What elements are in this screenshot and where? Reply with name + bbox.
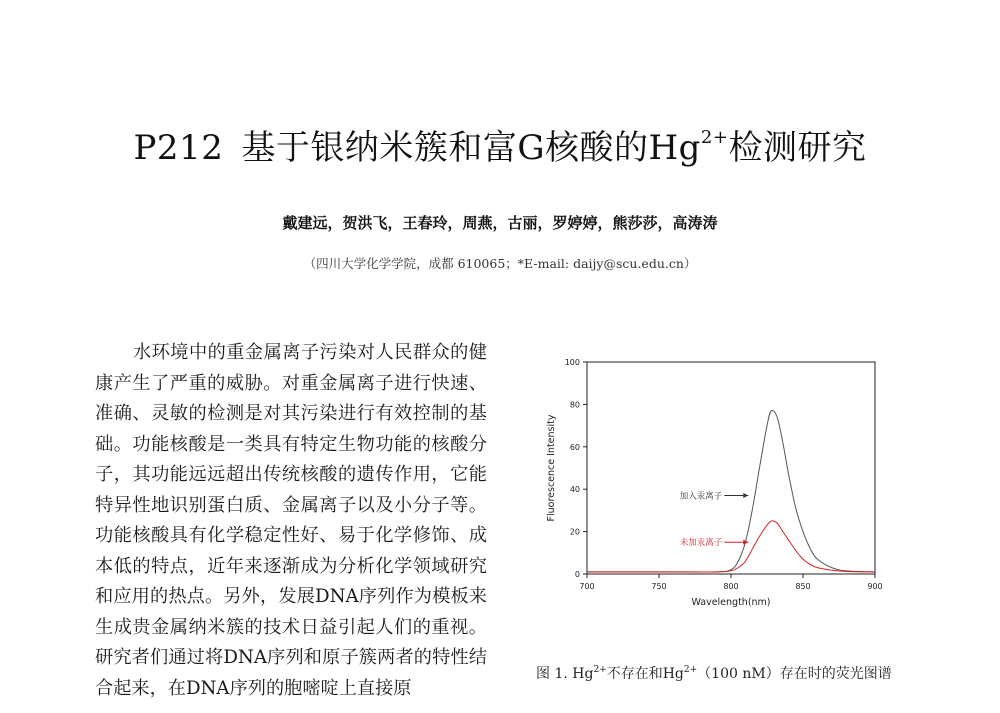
caption-sup-1: 2+ — [593, 665, 607, 675]
caption-prefix: 图 1. Hg — [536, 666, 594, 682]
caption-suffix: （100 nM）存在时的荧光图谱 — [697, 666, 892, 682]
x-tick-label: 900 — [867, 582, 883, 591]
author-list: 戴建远，贺洪飞，王春玲，周燕，古丽，罗婷婷，熊莎莎，高涛涛 — [282, 214, 718, 232]
y-tick-label: 40 — [569, 485, 580, 495]
y-tick-label: 100 — [564, 358, 580, 367]
y-tick-label: 0 — [574, 570, 580, 579]
title-superscript: 2+ — [700, 127, 729, 148]
arrow-head-icon — [743, 493, 748, 498]
caption-mid: 不存在和Hg — [606, 666, 684, 682]
annotation-without-mercury: 未加汞离子 — [679, 538, 723, 549]
annotation-with-mercury: 加入汞离子 — [679, 491, 723, 502]
x-tick-label: 700 — [579, 582, 595, 591]
y-tick-label: 60 — [569, 442, 580, 452]
y-tick-label: 80 — [569, 400, 580, 410]
x-tick-label: 750 — [651, 582, 667, 591]
x-tick-label: 800 — [723, 582, 739, 591]
caption-sup-2: 2+ — [683, 665, 698, 675]
title-main: 基于银纳米簇和富G核酸的Hg — [241, 128, 701, 168]
affiliation: （四川大学化学学院，成都 610065；*E-mail: daijy@scu.edu.cn） — [303, 256, 697, 271]
y-tick-label: 20 — [569, 527, 580, 537]
figure-1 — [540, 340, 900, 640]
title-suffix: 检测研究 — [728, 128, 867, 168]
series-line-without-mercury — [587, 521, 875, 572]
x-tick-label: 850 — [795, 582, 811, 591]
x-axis-label: Wavelength(nm) — [691, 597, 771, 608]
series-line-with-mercury — [587, 410, 875, 572]
body-paragraph: 水环境中的重金属离子污染对人民群众的健康产生了严重的威胁。对重金属离子进行快速、准确、灵敏的检测是对其污染进行有效控制的基础。功能核酸是一类具有特定生物功能的核酸分子，其功能远远超出传统核酸的遗传作用，它能特异性地识别蛋白质、金属离子以及小分子等。功能核酸具有化学稳定性好、易于化学修饰、成本低的特点，近年来逐渐成为分析化学领域研究和应用的热点。另外，发展DNA序列作为模板来生成贵金属纳米簇的技术日益引起人们的重视。研究者们通过将DNA序列和原子簇两者的特性结合起来，在DNA序列的胞嘧啶上直接原 — [95, 342, 487, 699]
fluorescence-chart — [540, 340, 900, 640]
paper-title — [0, 120, 1000, 169]
paper-code: P212 — [133, 128, 224, 168]
figure-caption — [536, 663, 916, 683]
y-axis-label: Fluorescence Intensity — [546, 414, 557, 522]
